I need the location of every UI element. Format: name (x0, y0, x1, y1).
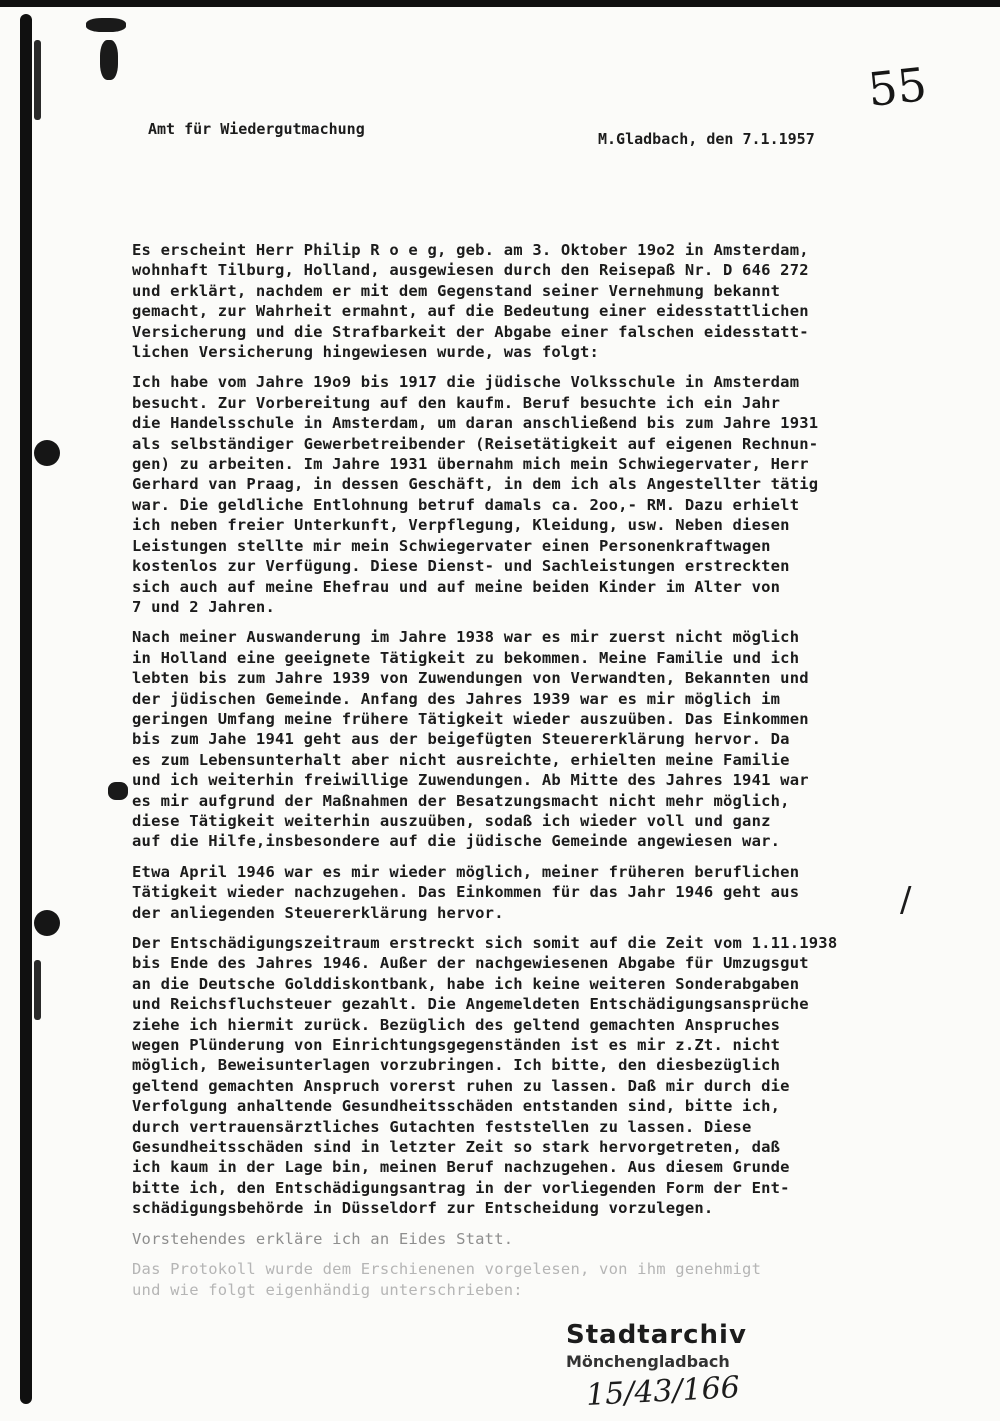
office-heading: Amt für Wiedergutmachung (148, 120, 365, 138)
scan-edge-streak (34, 960, 41, 1020)
paragraph-compensation: Der Entschädigungszeitraum erstreckt sich somit auf die Zeit vom 1.11.1938 bis Ende des Jahres 1946. Außer der nachgewiesenen Abgabe für Umzugsgut an die Deutsche Golddiskontbank, habe ich keine weiteren Sonderabgaben und Reichsfluchsteuer gezahlt. Die Angemeldeten Entschädigungsansprüche ziehe ich hiermit zurück. Bezüglich des geltend gemachten Anspruches wegen Plünderung von Einrichtungsgegenständen ist es mir z.Zt. nicht möglich, Beweisunterlagen vorzubringen. Ich bitte, den diesbezüglich geltend gemachten Anspruch vorerst ruhen zu lassen. Daß mir durch die Verfolgung anhaltende Gesundheitsschäden entstanden sind, bitte ich, durch vertrauensärztliches Gutachten feststellen zu lassen. Diese Gesundheitsschäden sind in letzter Zeit so stark hervorgetreten, daß ich kaum in der Lage bin, meinen Beruf nachzugehen. Aus diesem Grunde bitte ich, den Entschädigungsantrag in der vorliegenden Form der Ent- schädigungsbehörde in Düsseldorf zur Entscheidung vorzulegen. (132, 934, 838, 1218)
ink-blot (100, 40, 118, 80)
paragraph-resumption: Etwa April 1946 war es mir wieder möglich, meiner früheren beruflichen Tätigkeit wieder nachzugehen. Das Einkommen für das Jahr 1946 geht aus der anliegenden Steuererklärung hervor. (132, 862, 800, 922)
paragraph-education-employment: Ich habe vom Jahre 19o9 bis 1917 die jüdische Volksschule in Amsterdam besucht. Zur Vorbereitung auf den kaufm. Beruf besuchte ich ein Jahr die Handelsschule in Amsterdam, um daran anschließend bis zum Jahre 1931 als selbständiger Gewerbetreibender (Reisetätigkeit auf eigenen Rechnun- gen) zu arbeiten. Im Jahre 1931 übernahm mich mein Schwiegervater, Herr Gerhard van Praag, in dessen Geschäft, in dem ich als Angestellter tätig war. Die geldliche Entlohnung betruf damals ca. 2oo,- RM. Dazu erhielt ich neben freier Unterkunft, Verpflegung, Kleidung, usw. Neben diesen Leistungen stellte mir mein Schwiegervater einen Personenkraftwagen kostenlos zur Verfügung. Diese Dienst- und Sachleistungen erstreckten sich auch auf meine Ehefrau und auf meine beiden Kinder im Alter von 7 und 2 Jahren. (132, 373, 819, 616)
punch-hole (34, 440, 60, 466)
scan-edge-streak (34, 40, 41, 120)
stamp-archive-name: Stadtarchiv (566, 1320, 747, 1350)
ink-blot (86, 18, 126, 32)
ink-blot (108, 782, 128, 800)
paragraph-declarant: Es erscheint Herr Philip R o e g, geb. am 3. Oktober 19o2 in Amsterdam, wohnhaft Tilburg, Holland, ausgewiesen durch den Reisepaß Nr. D 646 272 und erklärt, nachdem er mit dem Gegenstand seiner Vernehmung bekannt gemacht, zur Wahrheit ermahnt, auf die Bedeutung einer eidesstattlichen Versicherung und die Strafbarkeit der Abgabe einer falschen eidesstatt- lichen Versicherung hingewiesen wurde, was folgt: (132, 241, 809, 362)
scan-left-border (20, 14, 32, 1404)
folio-number: 55 (865, 57, 930, 117)
archive-shelfmark: 15/43/166 (585, 1369, 741, 1414)
punch-hole (34, 910, 60, 936)
scan-top-border (0, 0, 1000, 7)
margin-check-mark: / (900, 880, 912, 920)
protocol-body (132, 240, 942, 1310)
place-date: M.Gladbach, den 7.1.1957 (598, 130, 815, 148)
archive-stamp (566, 1320, 786, 1371)
paragraph-emigration: Nach meiner Auswanderung im Jahre 1938 war es mir zuerst nicht möglich in Holland eine geeignete Tätigkeit zu bekommen. Meine Familie und ich lebten bis zum Jahre 1939 von Zuwendungen von Verwandten, Bekannten und der jüdischen Gemeinde. Anfang des Jahres 1939 war es mir möglich im geringen Umfang meine frühere Tätigkeit wieder auszuüben. Das Einkommen bis zum Jahe 1941 geht aus der beigefügten Steuererklärung hervor. Da es zum Lebensunterhalt aber nicht ausreichte, erhielten meine Familie und ich weiterhin freiwillige Zuwendungen. Ab Mitte des Jahres 1941 war es mir aufgrund der Maßnahmen der Besatzungsmacht nicht mehr möglich, diese Tätigkeit weiterhin auszuüben, sodaß ich wieder voll und ganz auf die Hilfe,insbesondere auf die jüdische Gemeinde angewiesen war. (132, 628, 809, 851)
paragraph-protocol-note: Das Protokoll wurde dem Erschienenen vorgelesen, von ihm genehmigt und wie folgt eigenhändig unterschrieben: (132, 1260, 762, 1299)
paragraph-oath: Vorstehendes erkläre ich an Eides Statt. (132, 1229, 514, 1248)
stamp-city: Mönchengladbach (566, 1352, 730, 1371)
